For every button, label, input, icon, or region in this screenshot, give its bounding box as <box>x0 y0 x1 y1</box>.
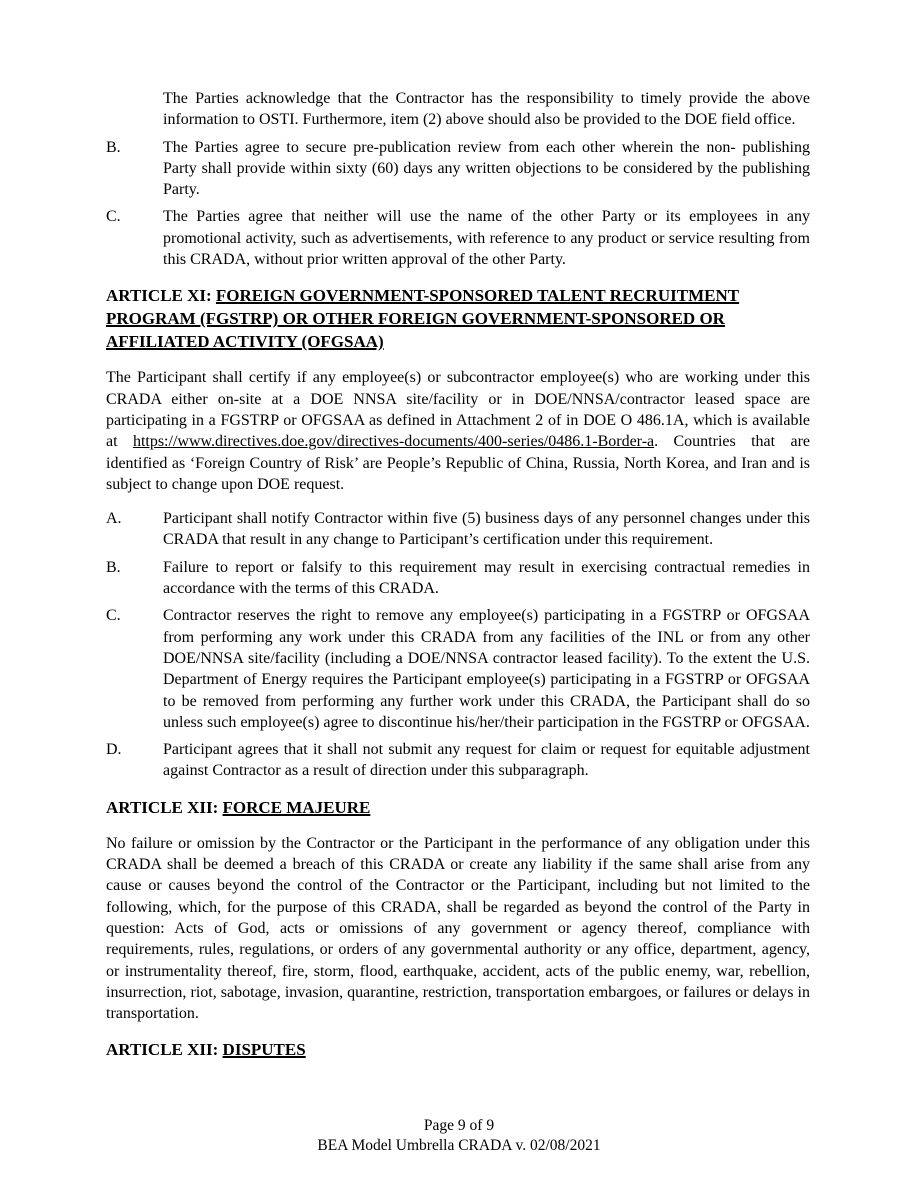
document-version: BEA Model Umbrella CRADA v. 02/08/2021 <box>317 1137 601 1154</box>
article-xi-intro-paragraph <box>106 367 810 495</box>
intro-text-before-link: The Participant shall certify if any employee(s) or subcontractor employee(s) who are working under this CRADA either on-site at a DOE NNSA site/facility or in DOE/NNSA/contractor leased space are participating in a FGSTRP or OFGSAA as defined in Attachment 2 of in DOE O 486.1A, which is available at <box>106 369 810 451</box>
article-xi-heading <box>106 284 810 353</box>
intro-text-after-link: . Countries that are identified as ‘Foreign Country of Risk’ are People’s Republic of China, Russia, North Korea, and Iran and is subject to change upon DOE request. <box>106 433 811 493</box>
force-majeure-title: FORCE MAJEURE <box>222 797 371 817</box>
item-marker: D. <box>106 741 122 759</box>
force-majeure-label: ARTICLE XII: <box>106 797 219 817</box>
doe-directives-link[interactable]: https://www.directives.doe.gov/directives-documents/400-series/0486.1-Border-a <box>132 433 655 451</box>
article-xi-label: ARTICLE XI: <box>106 286 212 306</box>
article-xi-title-line2: PROGRAM (FGSTRP) OR OTHER FOREIGN GOVERNMENT-SPONSORED OR <box>106 309 725 329</box>
disputes-title: DISPUTES <box>222 1040 306 1060</box>
document-page-body <box>106 88 810 1061</box>
item-marker: C. <box>106 208 121 226</box>
disputes-label: ARTICLE XII: <box>106 1040 219 1060</box>
article-xi-title-line3: AFFILIATED ACTIVITY (OFGSAA) <box>106 332 384 352</box>
item-marker: B. <box>106 558 121 576</box>
article-xi-title-line1: FOREIGN GOVERNMENT-SPONSORED TALENT RECRUITMENT <box>215 286 740 306</box>
item-text: Participant shall notify Contractor within five (5) business days of any personnel changes under this CRADA that result in any change to Participant’s certification under this requirement. <box>163 510 810 549</box>
item-text: The Parties agree that neither will use the name of the other Party or its employees in any promotional activity, such as advertisements, with reference to any product or service resulting from this CRADA, without prior written approval of the other Party. <box>163 208 810 269</box>
page-footer <box>0 1116 918 1156</box>
item-marker: A. <box>106 510 122 528</box>
force-majeure-paragraph: No failure or omission by the Contractor or the Participant in the performance of any obligation under this CRADA shall be deemed a breach of this CRADA or create any liability if the same shall arise from any cause or causes beyond the control of the Contractor or the Participant, including but not limited to the following, which, for the purpose of this CRADA, shall be regarded as beyond the control of the Party in question: Acts of God, acts or omissions of any government or agency thereof, compliance with requirements, rules, regulations, or orders of any governmental authority or any office, department, agency, or instrumentality thereof, fire, storm, flood, earthquake, accident, acts of the public enemy, war, rebellion, insurrection, riot, sabotage, invasion, quarantine, restriction, transportation embargoes, or failures or delays in transportation. <box>106 834 810 1023</box>
item-text: Participant agrees that it shall not submit any request for claim or request for equitable adjustment against Contractor as a result of direction under this subparagraph. <box>163 741 810 780</box>
item-text: The Parties agree to secure pre-publication review from each other wherein the non- publishing Party shall provide within sixty (60) days any written objections to be considered by the publishing Party. <box>163 138 810 199</box>
list-item <box>106 206 810 270</box>
item-marker: C. <box>106 607 121 625</box>
list-item <box>106 739 810 782</box>
item-text: Contractor reserves the right to remove any employee(s) participating in a FGSTRP or OFGSAA from performing any work under this CRADA from any facilities of the INL or from any other DOE/NNSA site/facility (including a DOE/NNSA contractor leased facility). To the extent the U.S. Department of Energy requires the Participant employee(s) participating in a FGSTRP or OFGSAA to be removed from performing any further work under this CRADA, the Participant shall do so unless such employee(s) agree to discontinue his/her/their participation in the FGSTRP or OFGSAA. <box>163 607 810 731</box>
continuation-paragraph: The Parties acknowledge that the Contractor has the responsibility to timely provide the above information to OSTI. Furthermore, item (2) above should also be provided to the DOE field office. <box>163 90 810 129</box>
list-item <box>106 557 810 600</box>
page-number: Page 9 of 9 <box>423 1117 495 1134</box>
item-text: Failure to report or falsify to this requirement may result in exercising contractual remedies in accordance with the terms of this CRADA. <box>163 558 810 598</box>
disputes-heading <box>106 1038 810 1061</box>
force-majeure-heading <box>106 796 810 819</box>
list-item <box>106 508 810 551</box>
list-item <box>106 605 810 733</box>
list-item <box>106 137 810 201</box>
item-marker: B. <box>106 138 121 156</box>
